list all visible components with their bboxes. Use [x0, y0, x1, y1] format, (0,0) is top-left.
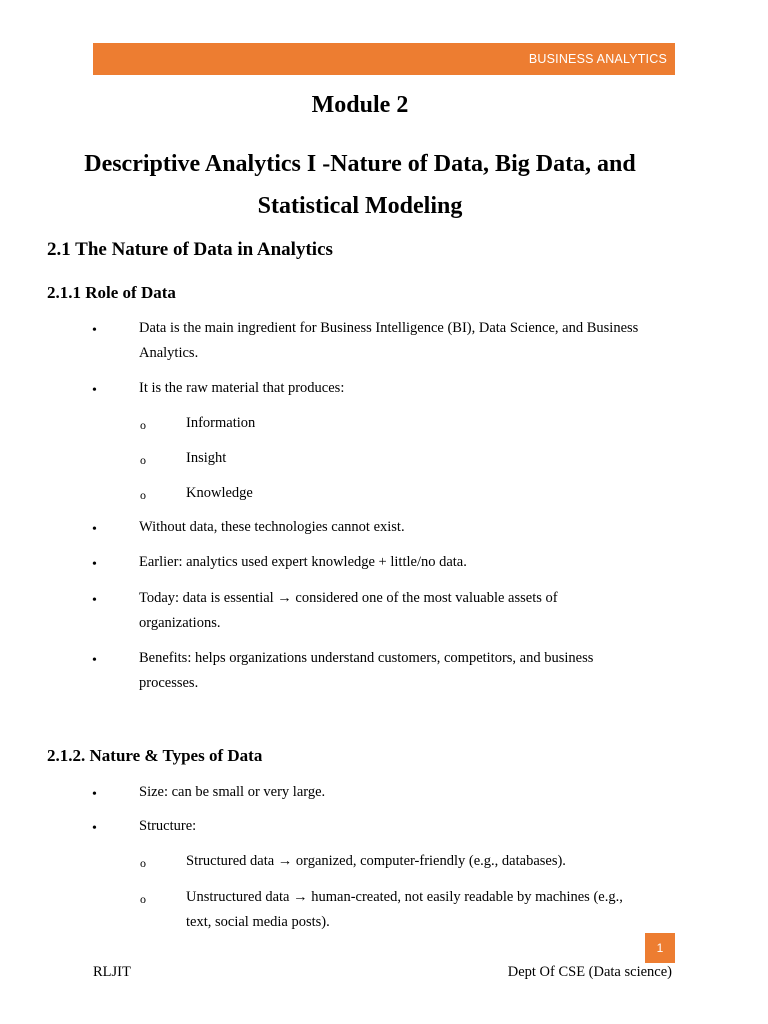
sub-list-item: Information — [186, 415, 256, 431]
subsection-heading-2-1-1: 2.1.1 Role of Data — [47, 283, 176, 302]
sub-bullet-marker: o — [140, 856, 146, 870]
list-item: Earlier: analytics used expert knowledge + little/no data. — [139, 554, 467, 570]
list-item: Benefits: helps organizations understand customers, competitors, and business processes. — [139, 650, 594, 691]
bullet-marker: • — [92, 323, 97, 338]
bullet-marker: • — [92, 821, 97, 836]
document-title-line1: Descriptive Analytics I -Nature of Data, Big Data, and — [84, 151, 636, 177]
bullet-marker: • — [92, 557, 97, 572]
sub-bullet-marker: o — [140, 453, 146, 467]
bullet-marker: • — [92, 787, 97, 802]
list-item: Structure: — [139, 818, 197, 834]
bullet-marker: • — [92, 383, 97, 398]
running-header-label: BUSINESS ANALYTICS — [528, 52, 667, 66]
footer-institution: RLJIT — [93, 964, 131, 980]
section-heading-2-1: 2.1 The Nature of Data in Analytics — [47, 239, 333, 260]
page-number: 1 — [645, 933, 675, 963]
sub-bullet-marker: o — [140, 892, 146, 906]
sub-list-item: Unstructured data → human-created, not easily readable by machines (e.g., text, social media posts). — [186, 889, 623, 930]
list-item: Data is the main ingredient for Business Intelligence (BI), Data Science, and Business Analytics. — [139, 320, 639, 361]
bullet-marker: • — [92, 593, 97, 608]
sub-list-item: Knowledge — [186, 485, 253, 501]
sub-bullet-marker: o — [140, 488, 146, 502]
sub-list-item: Insight — [186, 450, 227, 466]
list-item: Size: can be small or very large. — [139, 784, 326, 800]
footer-department: Dept Of CSE (Data science) — [507, 964, 672, 980]
document-title-line2: Statistical Modeling — [257, 193, 463, 219]
module-title: Module 2 — [311, 92, 409, 118]
list-item: Without data, these technologies cannot exist. — [139, 519, 405, 535]
bullet-marker: • — [92, 653, 97, 668]
list-item: It is the raw material that produces: — [139, 380, 345, 396]
list-item: Today: data is essential → considered one of the most valuable assets of organizations. — [139, 590, 558, 631]
sub-bullet-marker: o — [140, 418, 146, 432]
running-header — [93, 43, 675, 75]
sub-list-item: Structured data → organized, computer-friendly (e.g., databases). — [186, 853, 566, 869]
bullet-marker: • — [92, 522, 97, 537]
document-title — [0, 143, 720, 227]
subsection-heading-2-1-2: 2.1.2. Nature & Types of Data — [47, 746, 263, 765]
